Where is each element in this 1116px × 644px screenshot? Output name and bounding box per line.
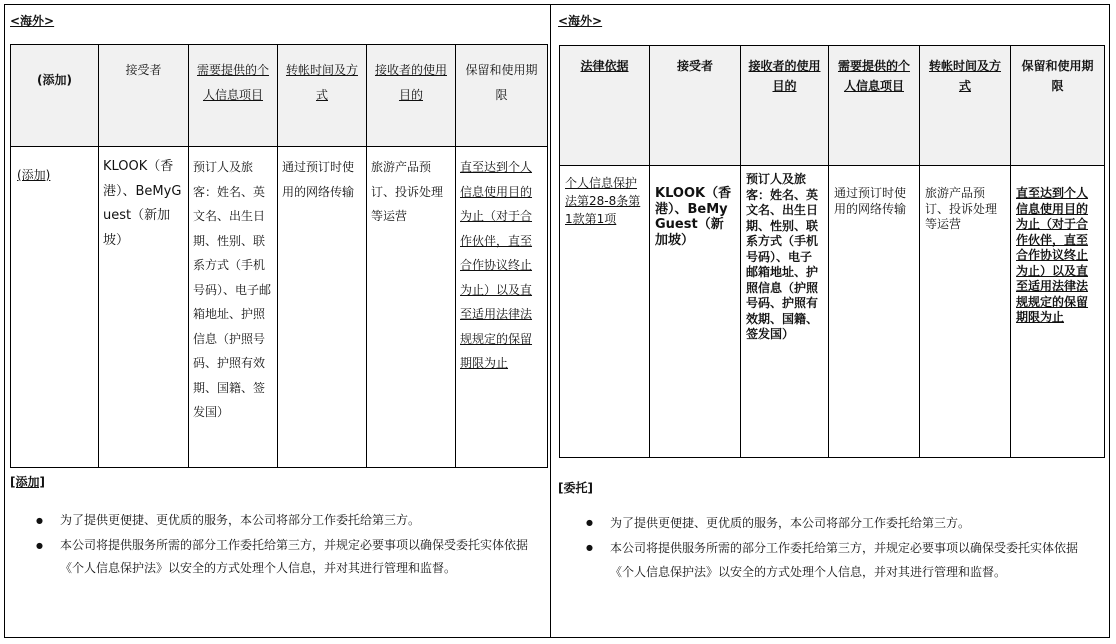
left-table-header-row — [11, 45, 548, 147]
right-header-legal: 法律依据 — [560, 46, 650, 166]
right-cell-legal: 个人信息保护法第28-8条第1款第1项 — [560, 166, 650, 458]
right-cell-receiver: KLOOK（香港）、BeMyGuest（新加坡） — [650, 166, 741, 458]
right-bullet-list — [560, 511, 1088, 584]
left-cell-transfer: 通过预订时使用的网络传输 — [278, 147, 367, 468]
right-header-purpose: 接收者的使用目的 — [741, 46, 829, 166]
left-header-purpose: 接收者的使用目的 — [367, 45, 456, 147]
left-header-add: (添加) — [11, 45, 99, 147]
right-cell-purpose: 预订人及旅客：姓名、英文名、出生日期、性别、联系方式（手机号码）、电子邮箱地址、护照信息（护照号码、护照有效期、国籍、签发国） — [741, 166, 829, 458]
left-section-title: [添加] — [10, 475, 45, 489]
left-cell-retention: 直至达到个人信息使用目的为止（对于合作伙伴，直至合作协议终止为止）以及直至适用法律法规规定的保留期限为止 — [456, 147, 548, 468]
right-table-row — [560, 166, 1105, 458]
left-header-retention: 保留和使用期限 — [456, 45, 548, 147]
right-header-retention: 保留和使用期限 — [1011, 46, 1105, 166]
right-cell-items: 通过预订时使用的网络传输 — [829, 166, 920, 458]
right-cell-transfer: 旅游产品预订、投诉处理等运营 — [920, 166, 1011, 458]
left-bullet-list — [10, 509, 530, 580]
left-cell-purpose: 旅游产品预订、投诉处理等运营 — [367, 147, 456, 468]
left-bullet-item: ● 本公司将提供服务所需的部分工作委托给第三方，并规定必要事项以确保受委托实体依据《个人信息保护法》以安全的方式处理个人信息，并对其进行管理和监督。 — [10, 534, 530, 580]
right-header-transfer: 转帐时间及方式 — [920, 46, 1011, 166]
left-transfer-table — [10, 44, 548, 468]
left-bullet-item: ● 为了提供更便捷、更优质的服务，本公司将部分工作委托给第三方。 — [10, 509, 530, 532]
left-header-transfer: 转帐时间及方式 — [278, 45, 367, 147]
left-cell-add: (添加) — [11, 147, 99, 468]
right-header-items: 需要提供的个人信息项目 — [829, 46, 920, 166]
left-cell-items: 预订人及旅客：姓名、英文名、出生日期、性别、联系方式（手机号码）、电子邮箱地址、护照信息（护照号码、护照有效期、国籍、签发国） — [189, 147, 278, 468]
right-cell-retention: 直至达到个人信息使用目的为止（对于合作伙伴，直至合作协议终止为止）以及直至适用法律法规规定的保留期限为止 — [1011, 166, 1105, 458]
left-cell-receiver: KLOOK（香港）、BeMyGuest（新加坡） — [99, 147, 189, 468]
right-overseas-heading: <海外> — [558, 14, 603, 28]
left-header-items: 需要提供的个人信息项目 — [189, 45, 278, 147]
right-transfer-table — [559, 45, 1105, 458]
left-header-receiver: 接受者 — [99, 45, 189, 147]
left-overseas-heading: <海外> — [10, 14, 55, 28]
left-table-row — [11, 147, 548, 468]
right-bullet-item: ● 本公司将提供服务所需的部分工作委托给第三方，并规定必要事项以确保受委托实体依据《个人信息保护法》以安全的方式处理个人信息，并对其进行管理和监督。 — [560, 536, 1088, 584]
right-bullet-item: ● 为了提供更便捷、更优质的服务，本公司将部分工作委托给第三方。 — [560, 511, 1088, 535]
column-divider — [550, 4, 551, 638]
right-header-receiver: 接受者 — [650, 46, 741, 166]
right-table-header-row — [560, 46, 1105, 166]
right-section-title: [委托] — [558, 481, 593, 495]
